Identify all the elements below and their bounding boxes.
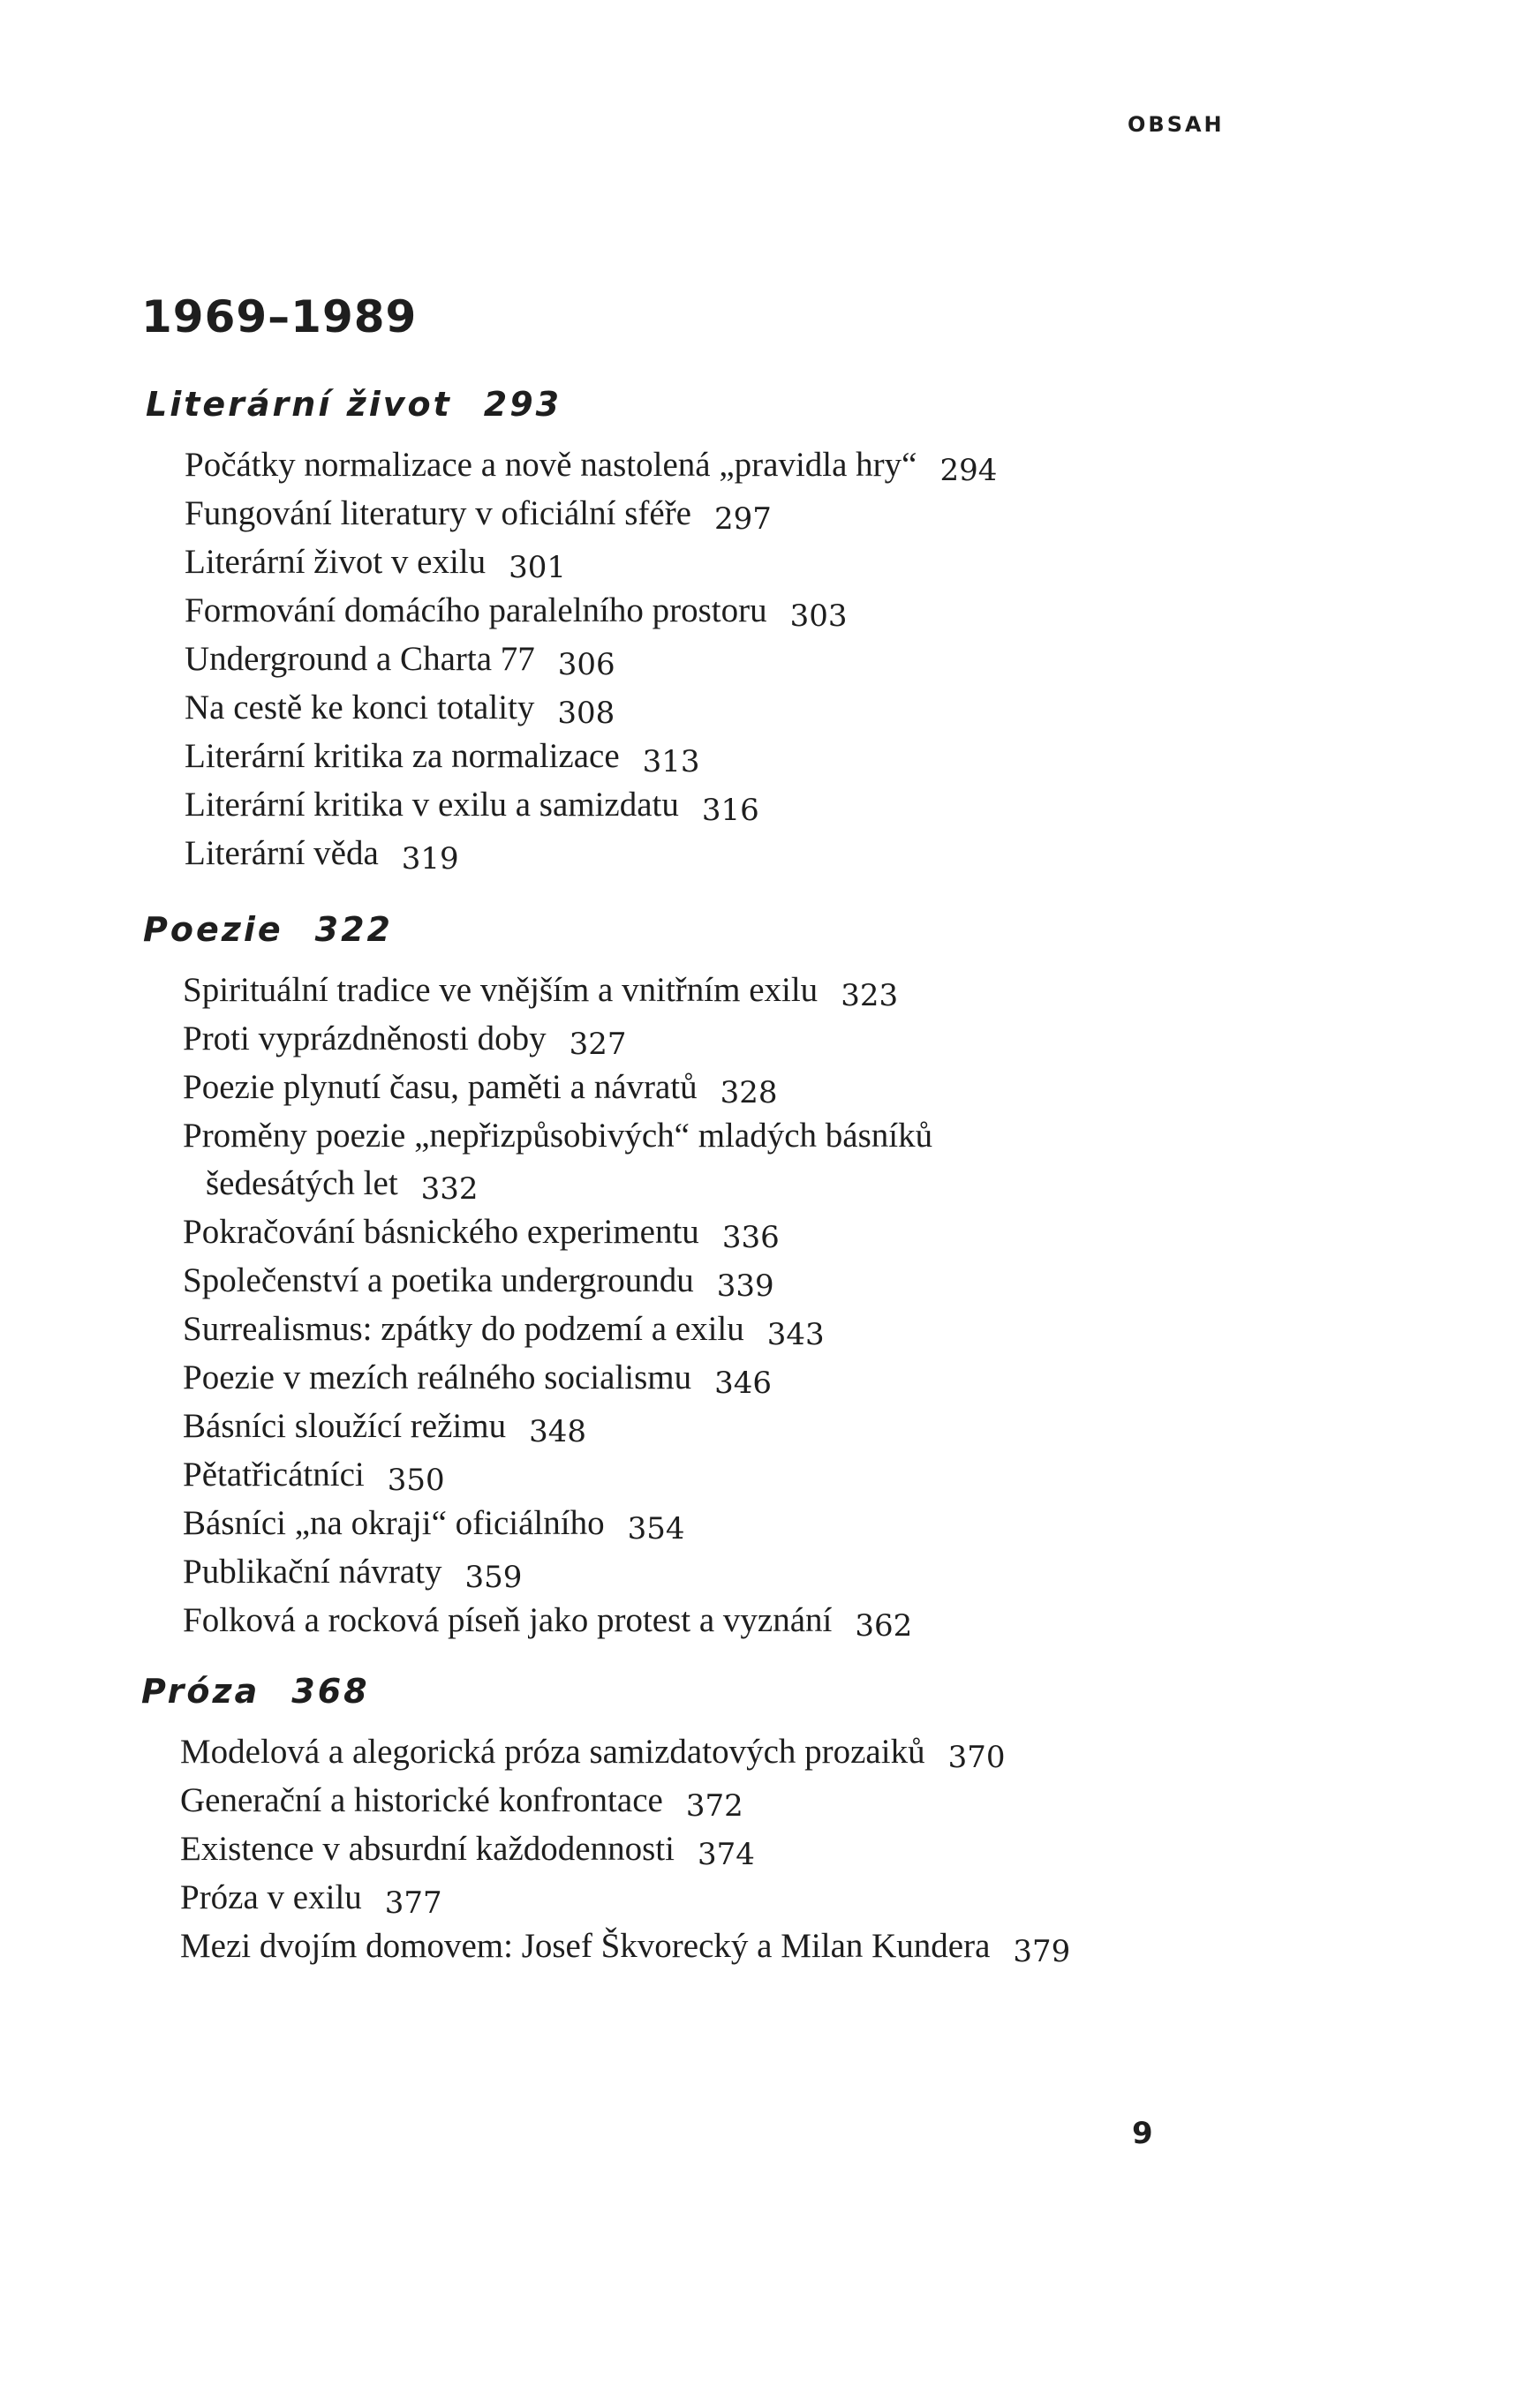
entry-page-number: 346 [714,1366,773,1401]
entry-title: Básníci sloužící režimu [183,1407,507,1445]
entry-list [0,1728,1539,1971]
toc-entry [183,1597,1539,1645]
period-title: 1969–1989 [141,291,418,342]
entry-title: Proti vyprázdněnosti doby [183,1020,547,1057]
entry-title: Literární kritika za normalizace [185,737,620,775]
entry-page-number: 354 [627,1511,685,1546]
entry-page-number: 297 [714,501,772,537]
toc-entry [180,1923,1539,1971]
toc-entry [180,1728,1539,1777]
entry-page-number: 359 [464,1560,523,1595]
entry-title: Underground a Charta 77 [185,640,535,678]
toc-entry [183,1354,1539,1403]
section-heading [0,380,1539,429]
entry-title: Literární věda [185,834,379,872]
entry-page-number: 348 [529,1414,586,1449]
entry-list [0,441,1539,878]
entry-title: Poezie v mezích reálného socialismu [183,1358,692,1396]
toc-entry [185,684,1539,733]
entry-title: Surrealismus: zpátky do podzemí a exilu [183,1310,744,1348]
entry-title: Generační a historické konfrontace [180,1781,663,1819]
section-title: Literární život [146,385,452,424]
toc-entry [183,1015,1539,1064]
entry-title-continuation-text: šedesátých let [206,1164,398,1202]
entry-page-number: 319 [401,841,459,877]
entry-page-number: 374 [697,1837,755,1872]
running-head: OBSAH [1128,112,1225,137]
toc-entry [183,1451,1539,1500]
entry-title: Literární život v exilu [185,543,487,581]
entry-page-number: 332 [420,1171,479,1207]
entry-page-number: 323 [841,978,899,1013]
entry-title: Společenství a poetika undergroundu [183,1261,694,1299]
toc-entry [183,1257,1539,1306]
entry-page-number: 336 [721,1220,780,1255]
entry-page-number: 306 [557,647,615,682]
entry-page-number: 362 [855,1608,913,1644]
entry-title: Literární kritika v exilu a samizdatu [185,786,679,824]
section-title: Próza [141,1672,260,1711]
entry-page-number: 339 [716,1268,774,1304]
entry-page-number: 379 [1013,1934,1071,1969]
toc-entry [185,781,1539,830]
entry-page-number: 350 [387,1463,445,1498]
entry-title: Existence v absurdní každodennosti [180,1830,675,1868]
entry-page-number: 327 [569,1027,627,1062]
toc-entry [180,1874,1539,1923]
entry-page-number: 308 [557,696,615,731]
entry-page-number: 316 [701,793,759,828]
toc-entry [185,538,1539,587]
entry-title: Próza v exilu [180,1878,362,1916]
section-page-number: 322 [314,910,393,949]
entry-title: Spirituální tradice ve vnějším a vnitřním exilu [183,971,819,1009]
section-title: Poezie [143,910,283,949]
toc-entry [185,441,1539,490]
entry-title: Publikační návraty [183,1553,442,1591]
entry-title: Fungování literatury v oficiální sféře [185,494,691,532]
entry-page-number: 343 [766,1317,825,1352]
toc-entry [183,1500,1539,1548]
section-heading [0,905,1539,954]
entry-page-number: 370 [947,1740,1006,1775]
entry-page-number: 301 [509,550,567,585]
toc-entry [185,733,1539,781]
toc-entry [185,490,1539,538]
toc-entry [183,1208,1539,1257]
section-poezie [0,905,1539,1645]
toc-entry [185,587,1539,636]
toc-entry [183,1112,1539,1208]
entry-title: Modelová a alegorická próza samizdatových prozaiků [180,1733,925,1771]
toc-entry [180,1825,1539,1874]
entry-title: Formování domácího paralelního prostoru [185,591,767,629]
page-number: 9 [1132,2116,1153,2151]
entry-title: Básníci „na okraji“ oficiálního [183,1504,605,1542]
toc-entry [183,1064,1539,1112]
toc-entry [183,1548,1539,1597]
toc-entry [185,830,1539,878]
section-page-number: 293 [483,385,562,424]
entry-title: Počátky normalizace a nově nastolená „pravidla hry“ [185,446,917,484]
section-literarni-zivot [0,380,1539,878]
section-heading [0,1667,1539,1716]
entry-page-number: 303 [789,598,848,634]
toc-entry [183,967,1539,1015]
entry-page-number: 372 [685,1788,743,1824]
entry-title: Na cestě ke konci totality [185,689,535,726]
entry-page-number: 377 [384,1885,442,1921]
entry-title-continuation [183,1160,1539,1208]
entry-title: Folková a rocková píseň jako protest a vyznání [183,1601,833,1639]
entry-title: Poezie plynutí času, paměti a návratů [183,1068,698,1106]
entry-page-number: 328 [720,1075,778,1110]
entry-list [0,967,1539,1645]
entry-page-number: 313 [642,744,700,779]
toc-entry [183,1403,1539,1451]
entry-title: Pětatřicátníci [183,1456,365,1494]
entry-title: Mezi dvojím domovem: Josef Škvorecký a Milan Kundera [180,1927,991,1965]
toc-entry [183,1306,1539,1354]
toc-entry [185,636,1539,684]
section-page-number: 368 [291,1672,370,1711]
entry-title: Proměny poezie „nepřizpůsobivých“ mladých básníků [183,1117,933,1155]
entry-page-number: 294 [939,453,998,488]
entry-title: Pokračování básnického experimentu [183,1213,699,1251]
toc-entry [180,1777,1539,1825]
section-proza [0,1667,1539,1971]
